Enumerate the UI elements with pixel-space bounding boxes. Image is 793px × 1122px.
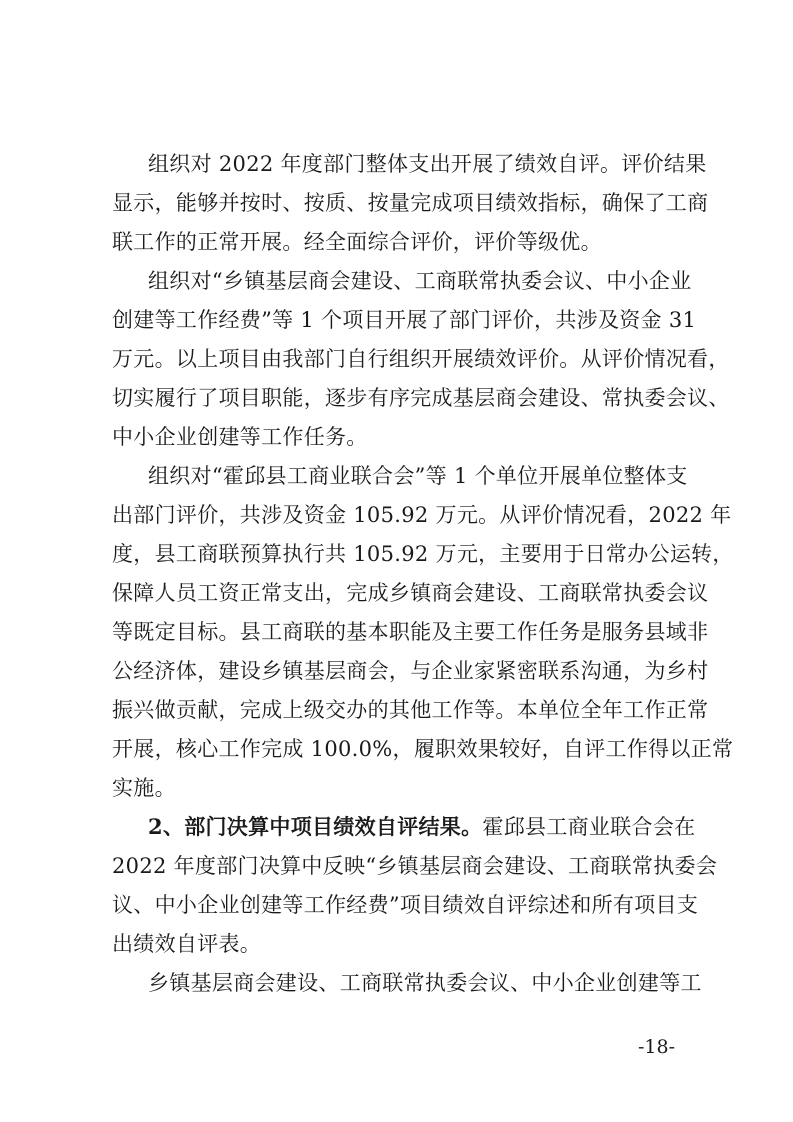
- paragraph-line: 实施。: [112, 776, 176, 800]
- paragraph-line: 2022 年度部门决算中反映“乡镇基层商会建设、工商联常执委会: [112, 854, 718, 878]
- paragraph-line: 中小企业创建等工作任务。: [112, 425, 368, 449]
- paragraph-line: 度，县工商联预算执行共 105.92 万元，主要用于日常办公运转，: [112, 542, 734, 566]
- paragraph-text: 霍邱县工商业联合会在: [482, 815, 696, 839]
- paragraph-line: 开展，核心工作完成 100.0%，履职效果较好，自评工作得以正常: [112, 737, 734, 761]
- section-heading-line: [148, 812, 696, 842]
- paragraph-line: 等既定目标。县工商联的基本职能及主要工作任务是服务县域非: [112, 620, 709, 644]
- paragraph-line: 议、中小企业创建等工作经费”项目绩效自评综述和所有项目支: [112, 893, 699, 917]
- paragraph-line: 出绩效自评表。: [112, 932, 262, 956]
- paragraph-line: 万元。以上项目由我部门自行组织开展绩效评价。从评价情况看，: [112, 347, 730, 371]
- paragraph-line: 振兴做贡献，完成上级交办的其他工作等。本单位全年工作正常: [112, 698, 709, 722]
- page-number: -18-: [638, 1036, 676, 1058]
- paragraph-line: 组织对“乡镇基层商会建设、工商联常执委会议、中小企业: [148, 269, 692, 293]
- paragraph-line: 公经济体，建设乡镇基层商会，与企业家紧密联系沟通，为乡村: [112, 659, 709, 683]
- section-heading: 2、部门决算中项目绩效自评结果。: [148, 814, 483, 839]
- paragraph-line: 显示，能够并按时、按质、按量完成项目绩效指标，确保了工商: [112, 191, 709, 215]
- paragraph-line: 切实履行了项目职能，逐步有序完成基层商会建设、常执委会议、: [112, 386, 730, 410]
- paragraph-line: 组织对“霍邱县工商业联合会”等 1 个单位开展单位整体支: [148, 464, 688, 488]
- paragraph-line: 乡镇基层商会建设、工商联常执委会议、中小企业创建等工: [148, 971, 702, 995]
- paragraph-line: 保障人员工资正常支出，完成乡镇商会建设、工商联常执委会议: [112, 581, 709, 605]
- paragraph-line: 联工作的正常开展。经全面综合评价，评价等级优。: [112, 230, 602, 254]
- paragraph-line: 创建等工作经费”等 1 个项目开展了部门评价，共涉及资金 31: [112, 308, 697, 332]
- paragraph-line: 组织对 2022 年度部门整体支出开展了绩效自评。评价结果: [148, 152, 707, 176]
- paragraph-line: 出部门评价，共涉及资金 105.92 万元。从评价情况看，2022 年: [112, 503, 732, 527]
